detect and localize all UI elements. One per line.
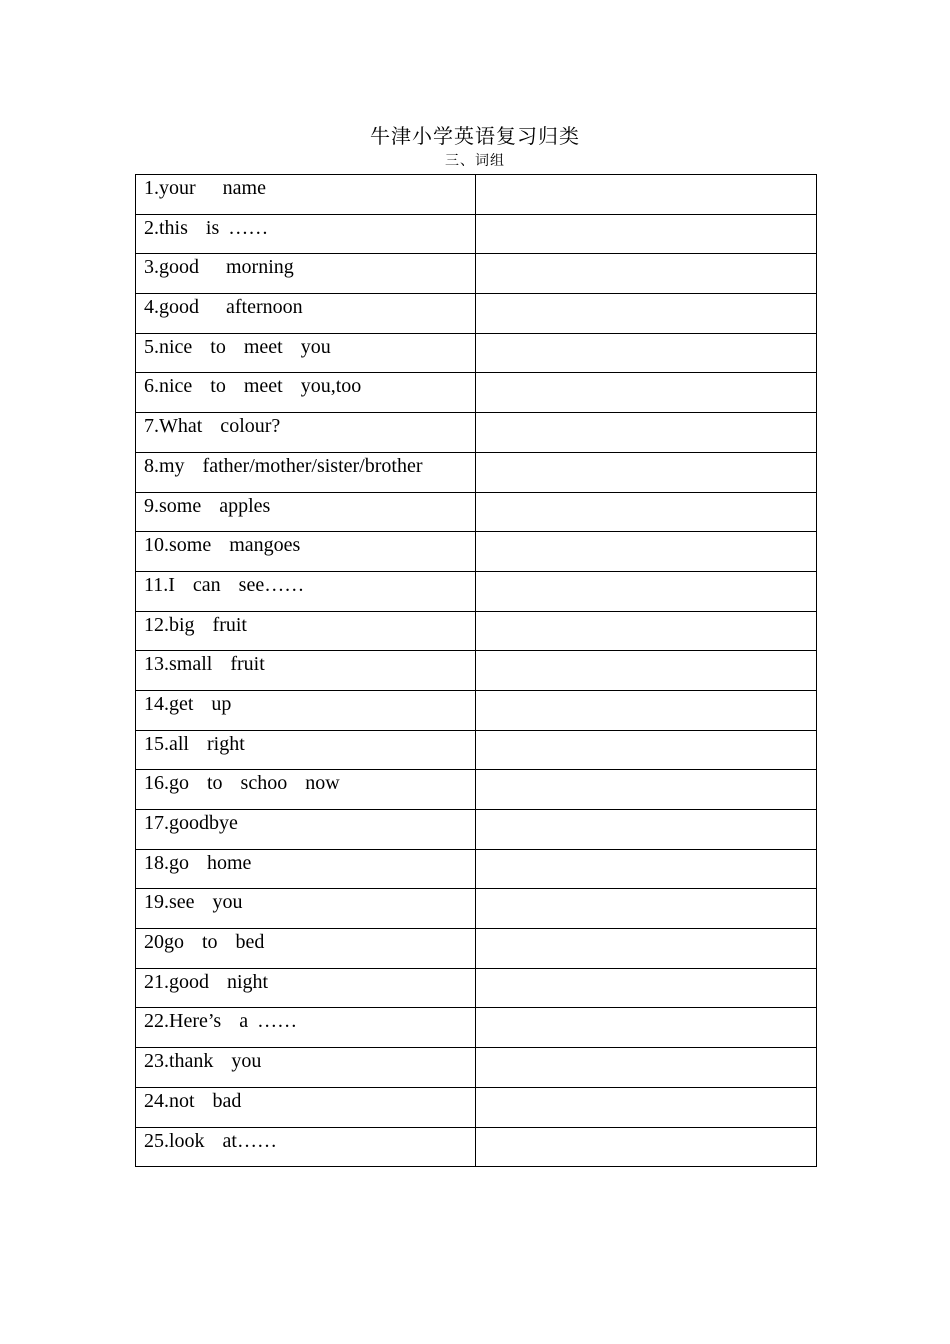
table-row [136,175,817,215]
answer-cell [476,611,817,651]
table-row [136,1127,817,1167]
table-row [136,968,817,1008]
answer-cell [476,730,817,770]
table-row [136,770,817,810]
table-row [136,651,817,691]
phrase-cell: 14.get up [136,690,476,730]
phrase-cell: 5.nice to meet you [136,333,476,373]
table-row [136,333,817,373]
phrase-cell: 6.nice to meet you,too [136,373,476,413]
answer-cell [476,889,817,929]
phrase-cell: 15.all right [136,730,476,770]
answer-cell [476,571,817,611]
table-row [136,611,817,651]
phrase-cell: 3.good morning [136,254,476,294]
phrase-cell: 7.What colour? [136,413,476,453]
answer-cell [476,1048,817,1088]
answer-cell [476,651,817,691]
answer-cell [476,690,817,730]
phrase-cell: 23.thank you [136,1048,476,1088]
table-row [136,1087,817,1127]
phrase-cell: 22.Here’s a …… [136,1008,476,1048]
answer-cell [476,1127,817,1167]
table-row [136,929,817,969]
table-row [136,1048,817,1088]
answer-cell [476,1087,817,1127]
answer-cell [476,214,817,254]
answer-cell [476,333,817,373]
answer-cell [476,770,817,810]
answer-cell [476,929,817,969]
phrase-table-body [136,175,817,1167]
table-row [136,571,817,611]
phrase-cell: 24.not bad [136,1087,476,1127]
answer-cell [476,413,817,453]
phrase-cell: 17.goodbye [136,810,476,850]
table-row [136,532,817,572]
table-row [136,810,817,850]
phrase-cell: 2.this is …… [136,214,476,254]
phrase-cell: 25.look at…… [136,1127,476,1167]
phrase-cell: 16.go to schoo now [136,770,476,810]
answer-cell [476,849,817,889]
answer-cell [476,492,817,532]
table-row [136,254,817,294]
phrase-cell: 21.good night [136,968,476,1008]
phrase-cell: 20go to bed [136,929,476,969]
table-row [136,849,817,889]
table-row [136,452,817,492]
answer-cell [476,254,817,294]
table-row [136,690,817,730]
answer-cell [476,968,817,1008]
phrase-cell: 13.small fruit [136,651,476,691]
phrase-cell: 12.big fruit [136,611,476,651]
table-row [136,889,817,929]
document-title: 牛津小学英语复习归类 [370,124,580,148]
table-row [136,492,817,532]
phrase-cell: 8.my father/mother/sister/brother [136,452,476,492]
phrase-cell: 10.some mangoes [136,532,476,572]
answer-cell [476,452,817,492]
table-row [136,373,817,413]
table-row [136,413,817,453]
phrase-table [135,174,817,1167]
phrase-cell: 4.good afternoon [136,294,476,334]
phrase-cell: 18.go home [136,849,476,889]
answer-cell [476,373,817,413]
phrase-cell: 19.see you [136,889,476,929]
answer-cell [476,810,817,850]
answer-cell [476,175,817,215]
answer-cell [476,294,817,334]
phrase-cell: 9.some apples [136,492,476,532]
answer-cell [476,1008,817,1048]
table-row [136,730,817,770]
answer-cell [476,532,817,572]
table-row [136,214,817,254]
table-row [136,1008,817,1048]
phrase-cell: 1.your name [136,175,476,215]
phrase-cell: 11.I can see…… [136,571,476,611]
table-row [136,294,817,334]
section-subtitle: 三、词组 [445,153,505,169]
